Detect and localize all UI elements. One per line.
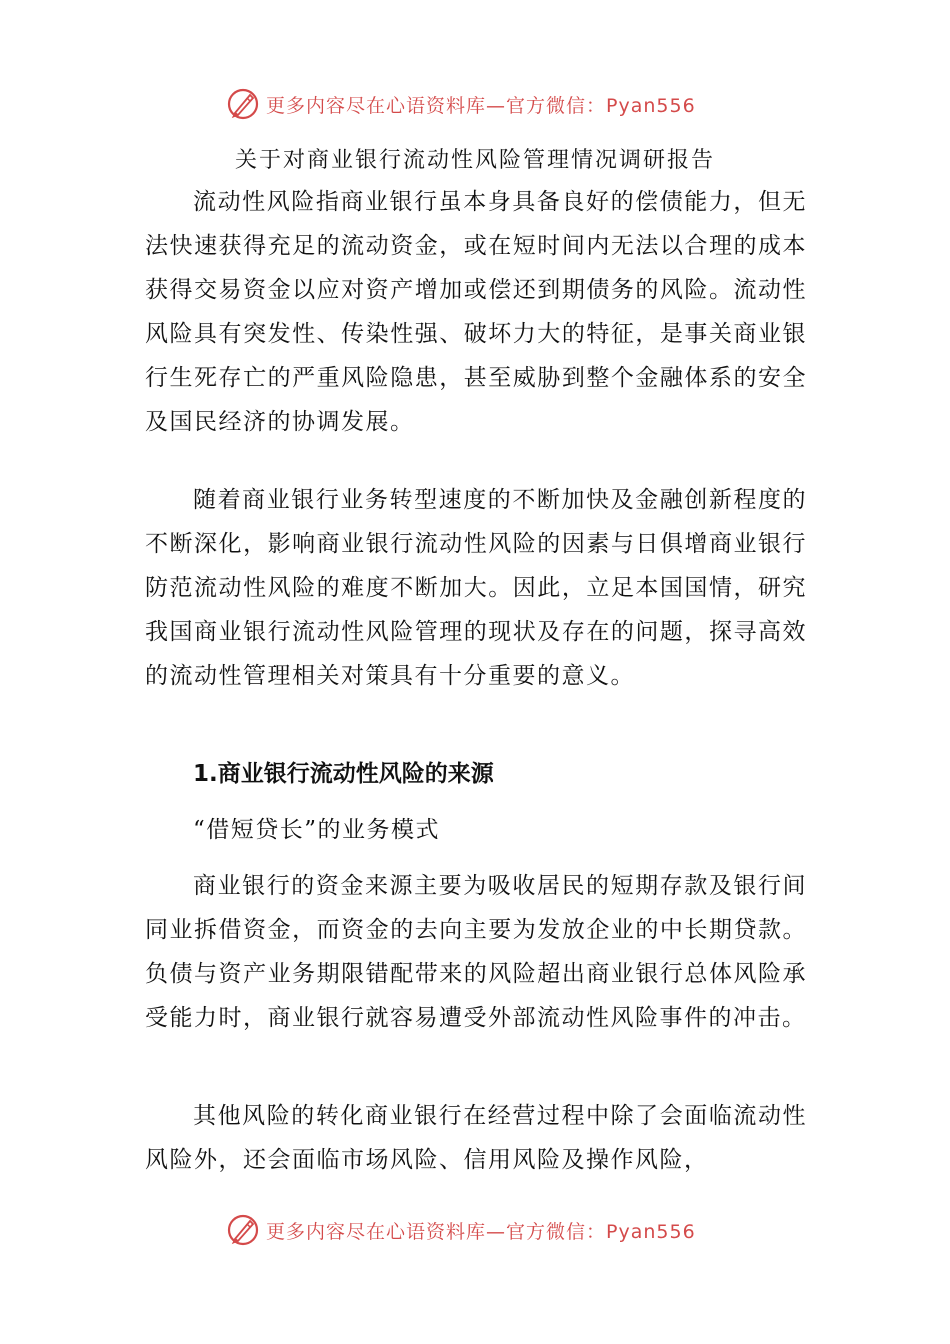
- paragraph-2: 随着商业银行业务转型速度的不断加快及金融创新程度的不断深化，影响商业银行流动性风险的因素与日俱增商业银行防范流动性风险的难度不断加大。因此，立足本国国情，研究我国商业银行流动性风险管理的现状及存在的问题，探寻高效的流动性管理相关对策具有十分重要的意义。: [145, 487, 807, 689]
- body-section-2: [145, 478, 807, 698]
- banner-wechat-id: Pyan556: [606, 1220, 696, 1243]
- body-section-4: [145, 808, 807, 852]
- top-banner: [226, 84, 696, 124]
- body-section-1: [145, 180, 807, 444]
- banner-wechat-id: Pyan556: [606, 94, 696, 117]
- bottom-banner: [226, 1210, 696, 1250]
- body-section-3: [145, 752, 807, 796]
- subheading: “借短贷长”的业务模式: [193, 817, 441, 843]
- paragraph-1: 流动性风险指商业银行虽本身具备良好的偿债能力，但无法快速获得充足的流动资金，或在短时间内无法以合理的成本获得交易资金以应对资产增加或偿还到期债务的风险。流动性风险具有突发性、传染性强、破坏力大的特征，是事关商业银行生死存亡的严重风险隐患，甚至威胁到整个金融体系的安全及国民经济的协调发展。: [145, 189, 807, 435]
- section-heading: 1.商业银行流动性风险的来源: [193, 761, 494, 787]
- body-section-6: [145, 1094, 807, 1182]
- banner-text: 更多内容尽在心语资料库—官方微信：Pyan556: [266, 1220, 696, 1243]
- pen-logo-icon: [226, 1213, 260, 1247]
- body-section-5: [145, 864, 807, 1040]
- pen-logo-icon: [226, 87, 260, 121]
- paragraph-4: 其他风险的转化商业银行在经营过程中除了会面临流动性风险外，还会面临市场风险、信用风险及操作风险，: [145, 1103, 807, 1173]
- paragraph-3: 商业银行的资金来源主要为吸收居民的短期存款及银行间同业拆借资金，而资金的去向主要为发放企业的中长期贷款。负债与资产业务期限错配带来的风险超出商业银行总体风险承受能力时，商业银行就容易遭受外部流动性风险事件的冲击。: [145, 873, 807, 1031]
- page-title: 关于对商业银行流动性风险管理情况调研报告: [234, 148, 715, 173]
- banner-text: 更多内容尽在心语资料库—官方微信：Pyan556: [266, 94, 696, 117]
